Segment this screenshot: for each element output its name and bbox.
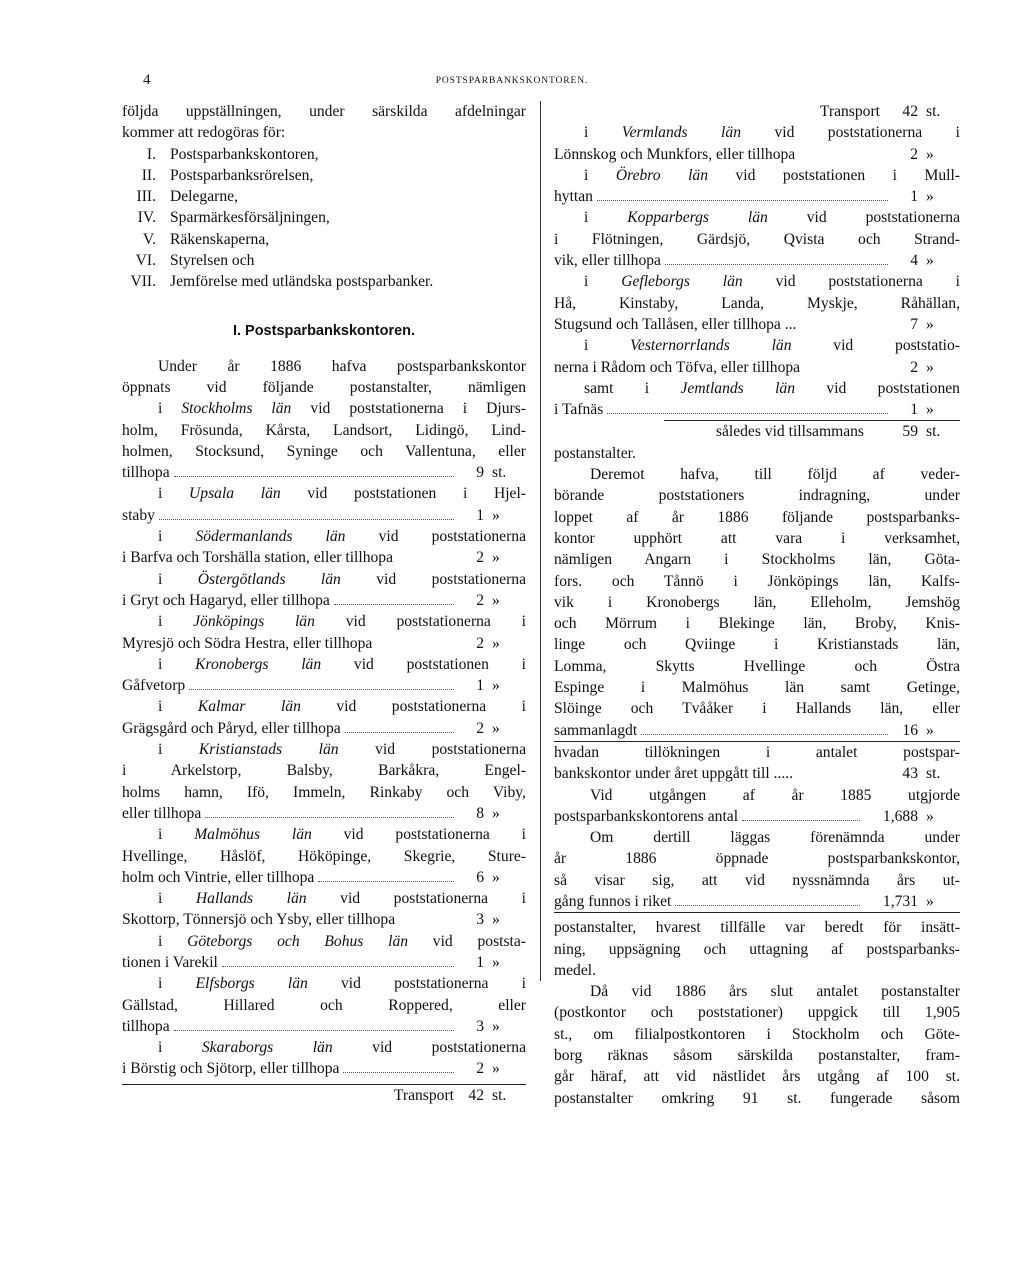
count-entry: tillhopa 9 st. <box>122 464 507 482</box>
count-entry: holm och Vintrie, eller tillhopa 6 » <box>122 868 500 886</box>
count-entry: i Gryt och Hagaryd, eller tillhopa 2 » <box>122 591 500 609</box>
paragraph-line: Gällstad, Hillared och Roppered, eller <box>122 996 526 1014</box>
outline-item: VII. Jemförelse med utländska postsparbanker. <box>130 273 434 291</box>
county-line: i Göteborgs och Bohus län vid poststa- <box>158 932 526 950</box>
outline-item: III. Delegarne, <box>136 188 238 206</box>
count-entry: hyttan 1 » <box>554 188 934 206</box>
county-line: i Hallands län vid poststationerna i <box>158 890 526 908</box>
paragraph-line: Deremot hafva, till följd af veder- <box>590 466 960 484</box>
count-entry: Skottorp, Tönnersjö och Ysby, eller tillhopa 3 » <box>122 911 500 929</box>
paragraph-line: så visar sig, att vid nyssnämnda års ut- <box>554 871 960 889</box>
paragraph-line: Under år 1886 hafva postsparbankskontor <box>158 357 526 375</box>
paragraph-line: postanstalter. <box>554 444 636 462</box>
transport-total: Transport 42 st. <box>122 1084 526 1106</box>
count-entry: i Barfva och Torshälla station, eller tillhopa 2 » <box>122 549 500 567</box>
count-entry: vik, eller tillhopa 4 » <box>554 252 934 270</box>
paragraph-line: holm, Frösunda, Kårsta, Landsort, Lidingö, Lind- <box>122 421 526 439</box>
county-line: i Vesternorrlands län vid poststatio- <box>584 337 960 355</box>
county-line: i Kopparbergs län vid poststationerna <box>584 209 960 227</box>
county-line: i Kalmar län vid poststationerna i <box>158 698 526 716</box>
count-entry: postsparbankskontorens antal 1,688 » <box>554 807 934 825</box>
county-line: i Kristianstads län vid poststationerna <box>158 741 526 759</box>
outline-item: I. Postsparbankskontoren, <box>146 145 319 163</box>
county-line: i Upsala län vid poststationen i Hjel- <box>158 485 526 503</box>
paragraph-line: postanstalter, hvarest tillfälle var beredt för insätt- <box>554 919 960 937</box>
paragraph-line: börande poststationers indragning, under <box>554 487 960 505</box>
paragraph-line: öppnats vid följande postanstalter, nämligen <box>122 378 526 396</box>
county-line: i Kronobergs län vid poststationen i <box>158 655 526 673</box>
count-entry: nerna i Rådom och Töfva, eller tillhopa 2 » <box>554 358 934 376</box>
count-entry: gång funnos i riket 1,731 » <box>554 891 960 913</box>
paragraph-line: ning, uppsägning och uttagning af postsparbanks- <box>554 940 960 958</box>
paragraph-line: postanstalter omkring 91 st. fungerade såsom <box>554 1089 960 1107</box>
outline-item: IV. Sparmärkesförsäljningen, <box>137 209 330 227</box>
paragraph-line: linge och Qviinge i Kristianstads län, <box>554 636 960 654</box>
county-line: i Östergötlands län vid poststationerna <box>158 570 526 588</box>
county-line: i Södermanlands län vid poststationerna <box>158 528 526 546</box>
running-title: POSTSPARBANKSKONTOREN. <box>435 76 589 86</box>
transport-carried: Transport 42 st. <box>819 103 941 120</box>
county-line: i Jönköpings län vid poststationerna i <box>158 613 526 631</box>
paragraph-line: nämligen Angarn i Stockholms län, Göta- <box>554 551 960 569</box>
right-column <box>554 101 960 1109</box>
subtotal: således vid tillsammans 59 st. <box>664 420 960 442</box>
left-column <box>122 101 526 1106</box>
paragraph-line: Lomma, Skytts Hvellinge och Östra <box>554 657 960 675</box>
paragraph-line: borg räknas såsom särskilda postanstalter, fram- <box>554 1047 960 1065</box>
paragraph-line: Hå, Kinstaby, Landa, Myskje, Råhällan, <box>554 294 960 312</box>
count-entry: staby 1 » <box>122 506 500 524</box>
paragraph-line: år 1886 öppnade postsparbankskontor, <box>554 850 960 868</box>
count-entry: Stugsund och Tallåsen, eller tillhopa ... 7 » <box>554 315 934 333</box>
county-line: i Gefleborgs län vid poststationerna i <box>584 273 960 291</box>
paragraph-line: st., om filialpostkontoren i Stockholm och Göte- <box>554 1025 960 1043</box>
paragraph-line: Espinge i Malmöhus län samt Getinge, <box>554 679 960 697</box>
paragraph-line: i Flötningen, Gärdsjö, Qvista och Strand- <box>554 230 960 248</box>
paragraph-line: Vid utgången af år 1885 utgjorde <box>590 786 960 804</box>
count-entry: sammanlagdt 16 » <box>554 720 960 742</box>
paragraph-line: går häraf, att vid nästlidet års utgång af 100 st. <box>554 1068 960 1086</box>
county-line: i Vermlands län vid poststationerna i <box>584 124 960 142</box>
paragraph-line: loppet af år 1886 följande postsparbanks- <box>554 508 960 526</box>
paragraph-line: holms hamn, Ifö, Immeln, Rinkaby och Viby, <box>122 783 526 801</box>
column-divider <box>540 101 541 981</box>
count-entry: tionen i Varekil 1 » <box>122 953 500 971</box>
county-line: i Malmöhus län vid poststationerna i <box>158 826 526 844</box>
paragraph-line: Då vid 1886 års slut antalet postanstalter <box>590 983 960 1001</box>
count-entry: Lönnskog och Munkfors, eller tillhopa 2 » <box>554 145 934 163</box>
count-entry: Gåfvetorp 1 » <box>122 677 500 695</box>
county-line: i Örebro län vid poststationen i Mull- <box>584 166 960 184</box>
section-heading: I. Postsparbankskontoren. <box>232 322 416 339</box>
count-entry: i Börstig och Sjötorp, eller tillhopa 2 » <box>122 1060 500 1078</box>
outline-item: VI. Styrelsen och <box>135 252 255 270</box>
outline-item: II. Postsparbanksrörelsen, <box>141 166 314 184</box>
county-line: i Stockholms län vid poststationerna i Djurs- <box>158 400 526 418</box>
intro-line: följda uppställningen, under särskilda afdelningar <box>122 103 526 120</box>
intro-line: kommer att redogöras för: <box>122 124 286 142</box>
paragraph-line: vik i Kronobergs län, Elleholm, Jemshög <box>554 593 960 611</box>
count-entry: Myresjö och Södra Hestra, eller tillhopa 2 » <box>122 634 500 652</box>
county-line: samt i Jemtlands län vid poststationen <box>584 379 960 397</box>
paragraph-line: kontor upphört att vara i verksamhet, <box>554 529 960 547</box>
paragraph-line: fors. och Tånnö i Jönköpings län, Kalfs- <box>554 572 960 590</box>
count-entry: bankskontor under året uppgått till ..... 43 st. <box>554 765 941 783</box>
paragraph-line: och Mörrum i Blekinge län, Broby, Knis- <box>554 615 960 633</box>
paragraph-line: hvadan tillökningen i antalet postspar- <box>554 743 960 761</box>
paragraph-line: Hvellinge, Håslöf, Hököpinge, Skegrie, Sture- <box>122 847 526 865</box>
county-line: i Elfsborgs län vid poststationerna i <box>158 975 526 993</box>
count-entry: i Tafnäs 1 » <box>554 401 934 419</box>
paragraph-line: (postkontor och poststationer) uppgick till 1,905 <box>554 1004 960 1022</box>
paragraph-line: i Arkelstorp, Balsby, Barkåkra, Engel- <box>122 762 526 780</box>
count-entry: Grägsgård och Påryd, eller tillhopa 2 » <box>122 719 500 737</box>
count-entry: eller tillhopa 8 » <box>122 804 500 822</box>
paragraph-line: medel. <box>554 961 596 979</box>
paragraph-line: Om dertill läggas förenämnda under <box>590 829 960 847</box>
page-number: 4 <box>143 72 151 88</box>
count-entry: tillhopa 3 » <box>122 1017 500 1035</box>
county-line: i Skaraborgs län vid poststationerna <box>158 1039 526 1057</box>
paragraph-line: Slöinge och Tvååker i Hallands län, eller <box>554 700 960 718</box>
outline-item: V. Räkenskaperna, <box>142 230 270 248</box>
paragraph-line: holmen, Stocksund, Syninge och Vallentuna, eller <box>122 442 526 460</box>
